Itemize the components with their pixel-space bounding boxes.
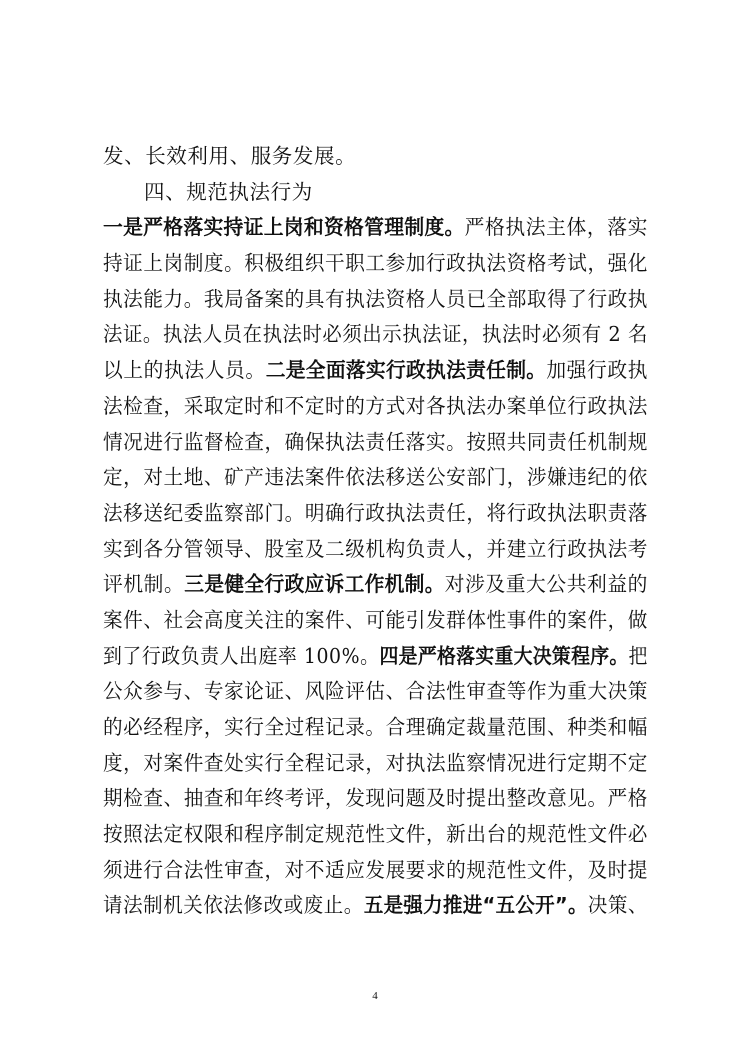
line-text: 持证上岗制度。积极组织干职工参加行政执法资格考试，强化: [103, 251, 648, 276]
paragraph-line: [103, 353, 648, 389]
body-text: [103, 139, 648, 924]
bold-lead-1: 一是严格落实持证上岗和资格管理制度。: [103, 215, 465, 240]
paragraph-line: [103, 674, 648, 710]
paragraph-line: [103, 888, 648, 924]
line-text: 按照法定权限和程序制定规范性文件，新出台的规范性文件必: [103, 822, 648, 847]
line-text: 执法能力。我局备案的具有执法资格人员已全部取得了行政执: [103, 286, 648, 311]
line-text: 法证。执法人员在执法时必须出示执法证，执法时必须有 2 名: [103, 322, 648, 347]
line-text: 把: [628, 643, 648, 668]
paragraph-line: [103, 532, 648, 568]
line-text: 情况进行监督检查，确保执法责任落实。按照共同责任机制规: [103, 429, 648, 454]
line-text: 到了行政负责人出庭率 100%。: [103, 643, 380, 668]
line-text: 决策、: [587, 893, 648, 918]
heading-text: 四、规范执法行为: [144, 179, 313, 204]
line-text: 严格执法主体，落实: [464, 215, 648, 240]
paragraph-line: [103, 567, 648, 603]
paragraph-line: [103, 746, 648, 782]
paragraph-line: [103, 389, 648, 425]
line-text: 定，对土地、矿产违法案件依法移送公安部门，涉嫌违纪的依: [103, 465, 648, 490]
line-text: 法移送纪委监察部门。明确行政执法责任，将行政执法职责落: [103, 500, 648, 525]
paragraph-line: [103, 496, 648, 532]
line-text: 期检查、抽查和年终考评，发现问题及时提出整改意见。严格: [103, 786, 648, 811]
paragraph-line: [103, 781, 648, 817]
line-text: 须进行合法性审查，对不适应发展要求的规范性文件，及时提: [103, 857, 648, 882]
line-text: 实到各分管领导、股室及二级机构负责人，并建立行政执法考: [103, 536, 648, 561]
section-heading: [103, 175, 648, 211]
line-text: 请法制机关依法修改或废止。: [103, 893, 364, 918]
paragraph-line: [103, 853, 648, 889]
paragraph-line: [103, 139, 648, 175]
bold-lead-4: 四是严格落实重大决策程序。: [379, 643, 629, 668]
line-text: 评机制。: [103, 572, 185, 597]
paragraph-line: [103, 710, 648, 746]
line-text: 的必经程序，实行全过程记录。合理确定裁量范围、种类和幅: [103, 715, 648, 739]
paragraph-line: [103, 317, 648, 353]
paragraph-line: [103, 639, 648, 675]
line-text: 以上的执法人员。: [103, 358, 266, 383]
line-text: 对涉及重大公共利益的: [444, 572, 648, 597]
paragraph-line: [103, 210, 648, 246]
line-text: 案件、社会高度关注的案件、可能引发群体性事件的案件，做: [103, 607, 648, 632]
page-number: 4: [372, 990, 378, 1002]
paragraph-line: [103, 817, 648, 853]
paragraph-line: [103, 282, 648, 318]
bold-lead-3: 三是健全行政应诉工作机制。: [184, 572, 445, 597]
paragraph-line: [103, 246, 648, 282]
paragraph-line: [103, 460, 648, 496]
paragraph-line: [103, 603, 648, 639]
line-text: 加强行政执: [546, 358, 648, 383]
bold-lead-2: 二是全面落实行政执法责任制。: [265, 358, 547, 383]
paragraph-line: [103, 425, 648, 461]
line-text: 度，对案件查处实行全程记录，对执法监察情况进行定期不定: [103, 750, 648, 775]
bold-lead-5: 五是强力推进“五公开”。: [363, 893, 588, 918]
line-text: 法检查，采取定时和不定时的方式对各执法办案单位行政执法: [103, 393, 648, 418]
line-text: 公众参与、专家论证、风险评估、合法性审查等作为重大决策: [103, 679, 648, 704]
line-text: 发、长效利用、服务发展。: [103, 144, 357, 168]
